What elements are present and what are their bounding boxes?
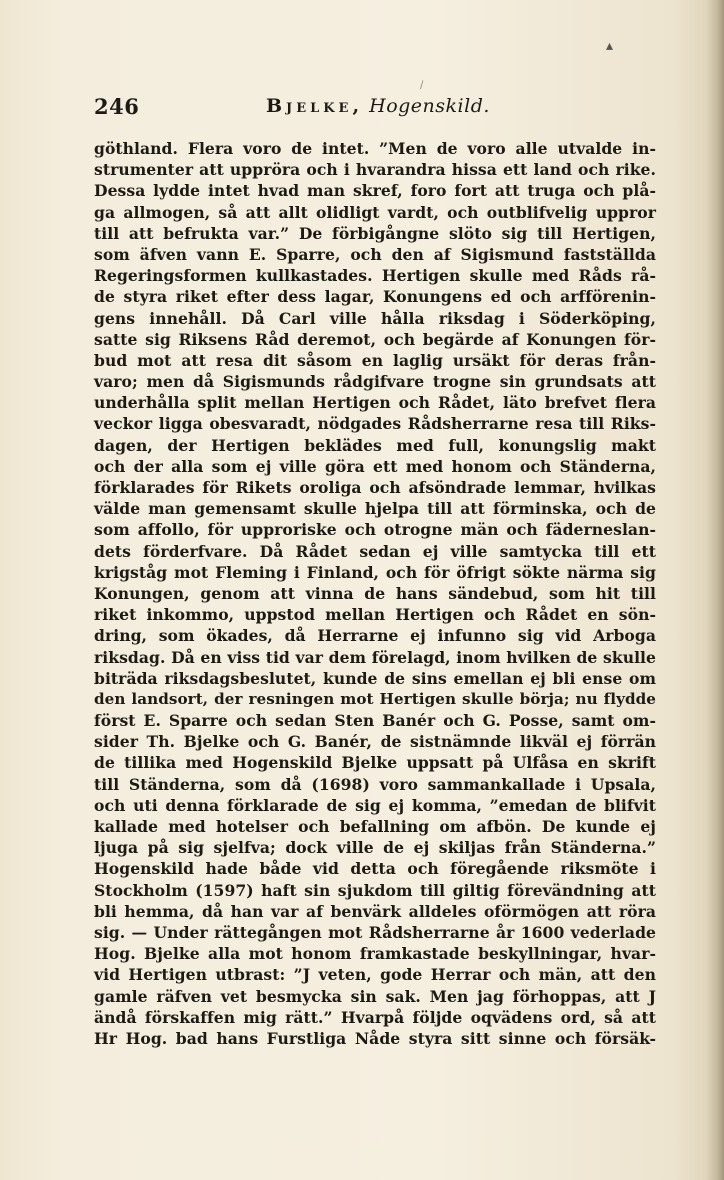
text-line: satte sig Riksens Råd deremot, och begärde af Konungen för- [94, 329, 656, 349]
text-line: Hr Hog. bad hans Furstliga Nåde styra sitt sinne och försäk- [94, 1028, 656, 1048]
text-line: Regeringsformen kullkastades. Hertigen skulle med Råds rå- [94, 266, 656, 286]
text-line: dets förderfvare. Då Rådet sedan ej ville samtycka till ett [94, 541, 656, 561]
text-line: gens innehåll. Då Carl ville hålla riksdag i Söderköping, [94, 308, 656, 328]
text-line: underhålla split mellan Hertigen och Rådet, läto brefvet flera [94, 393, 656, 413]
running-title-family: Bjelke, [266, 95, 364, 117]
text-line: välde man gemensamt skulle hjelpa till att förminska, och de [94, 499, 656, 519]
text-line: krigståg mot Fleming i Finland, och för öfrigt sökte närma sig [94, 562, 656, 582]
text-line: till att befrukta var.” De förbigångne slöto sig till Hertigen, [94, 223, 656, 243]
text-line: förklarades för Rikets oroliga och afsöndrade lemmar, hvilkas [94, 478, 656, 497]
text-line: sig. — Under rättegången mot Rådsherrarne år 1600 vederlade [94, 922, 656, 942]
text-line: riket inkommo, uppstod mellan Hertigen och Rådet en sön- [94, 605, 656, 625]
text-line: Konungen, genom att vinna de hans sändebud, som hit till [94, 583, 656, 603]
text-line: de tillika med Hogenskild Bjelke uppsatt på Ulfåsa en skrift [94, 753, 656, 773]
ink-speck: ▴ [606, 38, 614, 54]
pencil-mark: / [420, 80, 424, 91]
page-edge-shadow [706, 0, 724, 1180]
text-line: och der alla som ej ville göra ett med honom och Ständerna, [94, 456, 656, 476]
text-line: till Ständerna, som då (1698) voro sammankallade i Upsala, [94, 774, 656, 794]
text-line: ljuga på sig sjelfva; dock ville de ej skiljas från Ständerna.” [94, 838, 656, 858]
text-line: riksdag. Då en viss tid var dem förelagd, inom hvilken de skulle [94, 647, 656, 667]
text-line: först E. Sparre och sedan Sten Banér och G. Posse, samt om- [94, 711, 656, 731]
text-line: bli hemma, då han var af benvärk alldeles oförmögen att röra [94, 901, 656, 921]
text-line: vid Hertigen utbrast: ”J veten, gode Herrar och män, att den [94, 965, 656, 985]
text-line: kallade med hotelser och befallning om afbön. De kunde ej [94, 817, 656, 836]
text-line: och uti denna förklarade de sig ej komma, ”emedan de blifvit [94, 795, 656, 815]
text-line: Dessa lydde intet hvad man skref, foro fort att truga och plå- [94, 181, 656, 201]
text-line: veckor ligga obesvaradt, nödgades Rådsherrarne resa till Riks- [94, 414, 656, 434]
text-line: varo; men då Sigismunds rådgifvare trogne sin grundsats att [94, 372, 656, 392]
text-line: göthland. Flera voro de intet. ”Men de voro alle utvalde in- [94, 139, 656, 158]
text-line: ändå förskaffen mig rätt.” Hvarpå följde oqvädens ord, så att [94, 1007, 656, 1027]
text-line: som äfven vann E. Sparre, och den af Sigismund fastställda [94, 244, 656, 264]
running-header [94, 94, 654, 120]
text-line: biträda riksdagsbeslutet, kunde de sins emellan ej bli ense om [94, 668, 656, 688]
running-title [266, 95, 490, 117]
text-line: Hog. Bjelke alla mot honom framkastade beskyllningar, hvar- [94, 944, 656, 964]
text-line: de styra riket efter dess lagar, Konungens ed och arfförenin- [94, 287, 656, 307]
text-line: Hogenskild hade både vid detta och föregående riksmöte i [94, 859, 656, 879]
text-line: dagen, der Hertigen beklädes med full, konungslig makt [94, 435, 656, 455]
text-line: som affollo, för upproriske och otrogne män och fäderneslan- [94, 520, 656, 540]
text-line: bud mot att resa dit såsom en laglig ursäkt för deras från- [94, 350, 656, 370]
text-line: sider Th. Bjelke och G. Banér, de sistnämnde likväl ej förrän [94, 732, 656, 752]
text-line: dring, som ökades, då Herrarne ej infunno sig vid Arboga [94, 626, 656, 646]
text-line: strumenter att uppröra och i hvarandra hissa ett land och rike. [94, 160, 656, 180]
body-text [94, 138, 656, 1049]
text-line: ga allmogen, så att allt olidligt vardt, och outblifvelig uppror [94, 202, 656, 222]
text-line: gamle räfven vet besmycka sin sak. Men jag förhoppas, att J [94, 986, 656, 1006]
text-line: den landsort, der resningen mot Hertigen skulle börja; nu flydde [94, 689, 656, 708]
text-line: Stockholm (1597) haft sin sjukdom till giltig förevändning att [94, 880, 656, 900]
running-title-given: Hogenskild. [369, 95, 490, 117]
page-number: 246 [94, 94, 140, 119]
